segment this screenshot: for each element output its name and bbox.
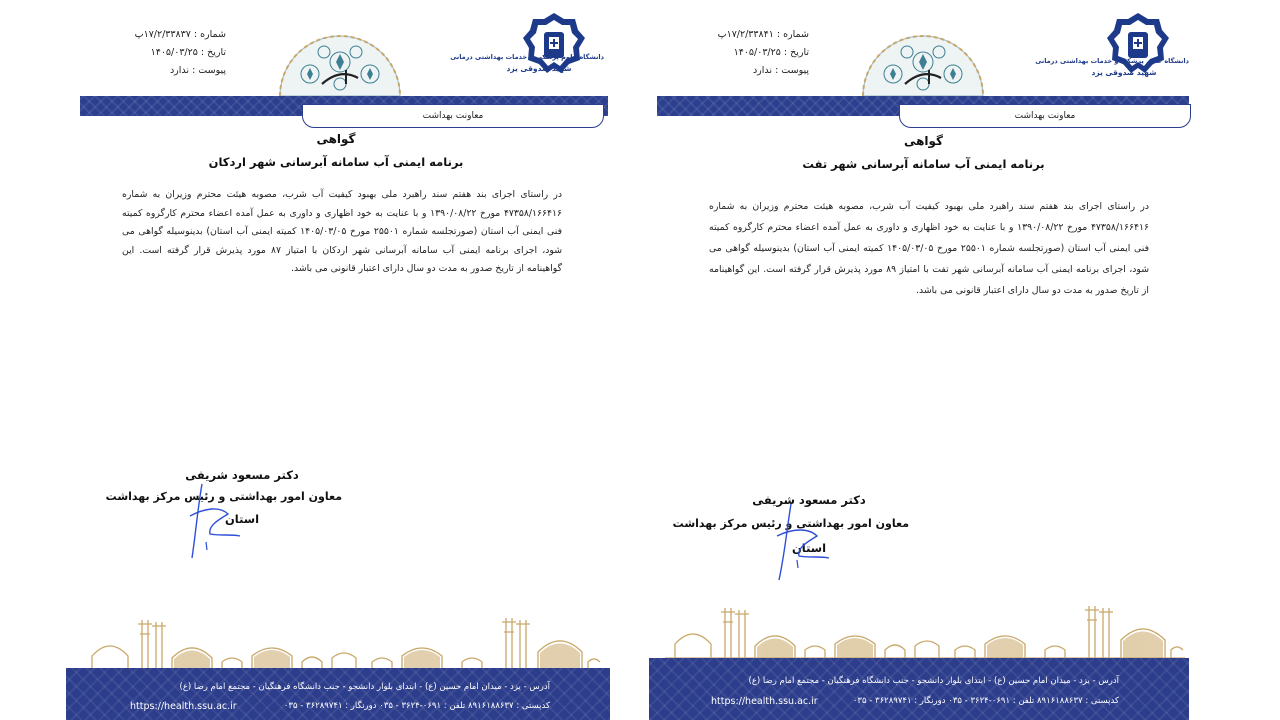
certificate-title: گواهی xyxy=(316,132,356,146)
signer-name: دکتر مسعود شریفی xyxy=(185,468,299,482)
letter-date-row xyxy=(689,44,809,62)
handwritten-signature xyxy=(767,500,837,585)
signer-unit: استان xyxy=(791,541,827,555)
letter-attachment-row xyxy=(106,62,226,80)
number-label: شماره : xyxy=(193,29,226,40)
number-label: شماره : xyxy=(776,29,809,40)
letter-attachment: ندارد xyxy=(169,65,190,76)
yazd-skyline-illustration xyxy=(82,612,602,672)
certificate-document-taft xyxy=(649,0,1198,720)
attachment-label: پیوست : xyxy=(775,65,809,76)
letter-number: ۱۷/۲/۳۳۸۴۱پ xyxy=(717,29,774,40)
tile-dome-ornament xyxy=(859,32,987,96)
department-label: معاونت بهداشت xyxy=(1014,111,1076,121)
certificate-body: در راستای اجرای بند هفتم سند راهبرد ملی بهبود کیفیت آب شرب، مصوبه هیئت محترم وزیران به شماره ۴۷۳۵۸/۱۶۶۴۱۶ مورخ ۱۳۹۰/۰۸/۲۲ و با عنایت به خود اظهاری و داوری به عمل آمده اعضاء محترم کارگروه کمیته فنی ایمنی آب استان (صورتجلسه شماره ۲۵۵۰۱ مورخ ۱۴۰۵/۰۳/۰۵ کمیته ایمنی آب استان) بدینوسیله گواهی می شود، اجرای برنامه ایمنی آب سامانه آبرسانی شهر تفت با امتیاز ۸۹ مورد پذیرش قرار گرفته است. این گواهینامه از تاریخ صدور به مدت دو سال دارای اعتبار قانونی می باشد. xyxy=(709,201,1150,296)
yazd-skyline-illustration xyxy=(665,600,1185,660)
letter-attachment-row xyxy=(689,62,809,80)
certificate-body: در راستای اجرای بند هفتم سند راهبرد ملی بهبود کیفیت آب شرب، مصوبه هیئت محترم وزیران به شماره ۴۷۳۵۸/۱۶۶۴۱۶ مورخ ۱۳۹۰/۰۸/۲۲ و با عنایت به خود اظهاری و داوری به عمل آمده اعضاء محترم کارگروه کمیته فنی ایمنی آب استان (صورتجلسه شماره ۲۵۵۰۱ مورخ ۱۴۰۵/۰۳/۰۵ کمیته ایمنی آب استان) بدینوسیله گواهی می شود، اجرای برنامه ایمنی آب سامانه آبرسانی شهر اردکان با امتیاز ۸۷ مورد پذیرش قرار گرفته است. این گواهینامه از تاریخ صدور به مدت دو سال دارای اعتبار قانونی می باشد. xyxy=(122,189,563,274)
date-label: تاریخ : xyxy=(200,47,226,58)
footer-band xyxy=(66,668,610,720)
letter-number-row xyxy=(106,26,226,44)
university-name-block xyxy=(450,52,604,74)
university-subname: شهید صدوقی یزد xyxy=(1091,68,1157,77)
certificate-document-ardakan xyxy=(62,0,610,720)
tile-dome-ornament xyxy=(276,32,404,96)
certificate-subtitle: برنامه ایمنی آب سامانه آبرسانی شهر اردکان xyxy=(208,155,464,169)
university-name-block xyxy=(1035,56,1189,78)
university-name: دانشگاه علوم پزشکی و خدمات بهداشتی درمانی xyxy=(1035,57,1189,65)
footer-address: آدرس - یزد - میدان امام حسین (ع) - ابتدای بلوار دانشجو - جنب دانشگاه فرهنگیان - مجتمع امام رضا (ع) xyxy=(748,676,1119,686)
letter-date-row xyxy=(106,44,226,62)
signer-title: معاون امور بهداشتی و رئیس مرکز بهداشت xyxy=(672,517,909,530)
university-subname: شهید صدوقی یزد xyxy=(506,64,572,73)
department-tab xyxy=(302,104,604,128)
certificate-title: گواهی xyxy=(903,134,944,148)
letter-number-row xyxy=(689,26,809,44)
signer-name: دکتر مسعود شریفی xyxy=(752,493,866,507)
department-label: معاونت بهداشت xyxy=(422,111,484,121)
letter-date: ۱۴۰۵/۰۳/۲۵ xyxy=(150,47,198,58)
handwritten-signature xyxy=(180,476,250,561)
letter-attachment: ندارد xyxy=(752,65,773,76)
letter-meta xyxy=(689,26,809,80)
certificate-subtitle: برنامه ایمنی آب سامانه آبرسانی شهر تفت xyxy=(802,157,1045,171)
attachment-label: پیوست : xyxy=(192,65,226,76)
university-name: دانشگاه علوم پزشکی و خدمات بهداشتی درمانی xyxy=(450,53,604,61)
footer-contact: کدپستی : ۸۹۱۶۱۸۸۶۳۷ تلفن : ۰۶۹۱-۳۶۲۴ - ۰۳۵ دورنگار : ۳۶۲۸۹۷۴۱ - ۰۳۵ xyxy=(283,701,550,711)
signer-unit: استان xyxy=(224,512,260,526)
letter-meta xyxy=(106,26,226,80)
date-label: تاریخ : xyxy=(783,47,809,58)
footer-contact: کدپستی : ۸۹۱۶۱۸۸۶۳۷ تلفن : ۰۶۹۱-۳۶۲۴ - ۰۳۵ دورنگار : ۳۶۲۸۹۷۴۱ - ۰۳۵ xyxy=(852,696,1119,706)
signer-title: معاون امور بهداشتی و رئیس مرکز بهداشت xyxy=(105,490,342,503)
footer-website[interactable]: https://health.ssu.ac.ir xyxy=(711,696,818,707)
letter-date: ۱۴۰۵/۰۳/۲۵ xyxy=(733,47,781,58)
footer-website[interactable]: https://health.ssu.ac.ir xyxy=(130,701,237,712)
footer-band xyxy=(649,658,1189,720)
letter-number: ۱۷/۲/۳۳۸۳۷پ xyxy=(134,29,191,40)
department-tab xyxy=(899,104,1191,128)
footer-address: آدرس - یزد - میدان امام حسین (ع) - ابتدای بلوار دانشجو - جنب دانشگاه فرهنگیان - مجتمع امام رضا (ع) xyxy=(179,682,550,692)
